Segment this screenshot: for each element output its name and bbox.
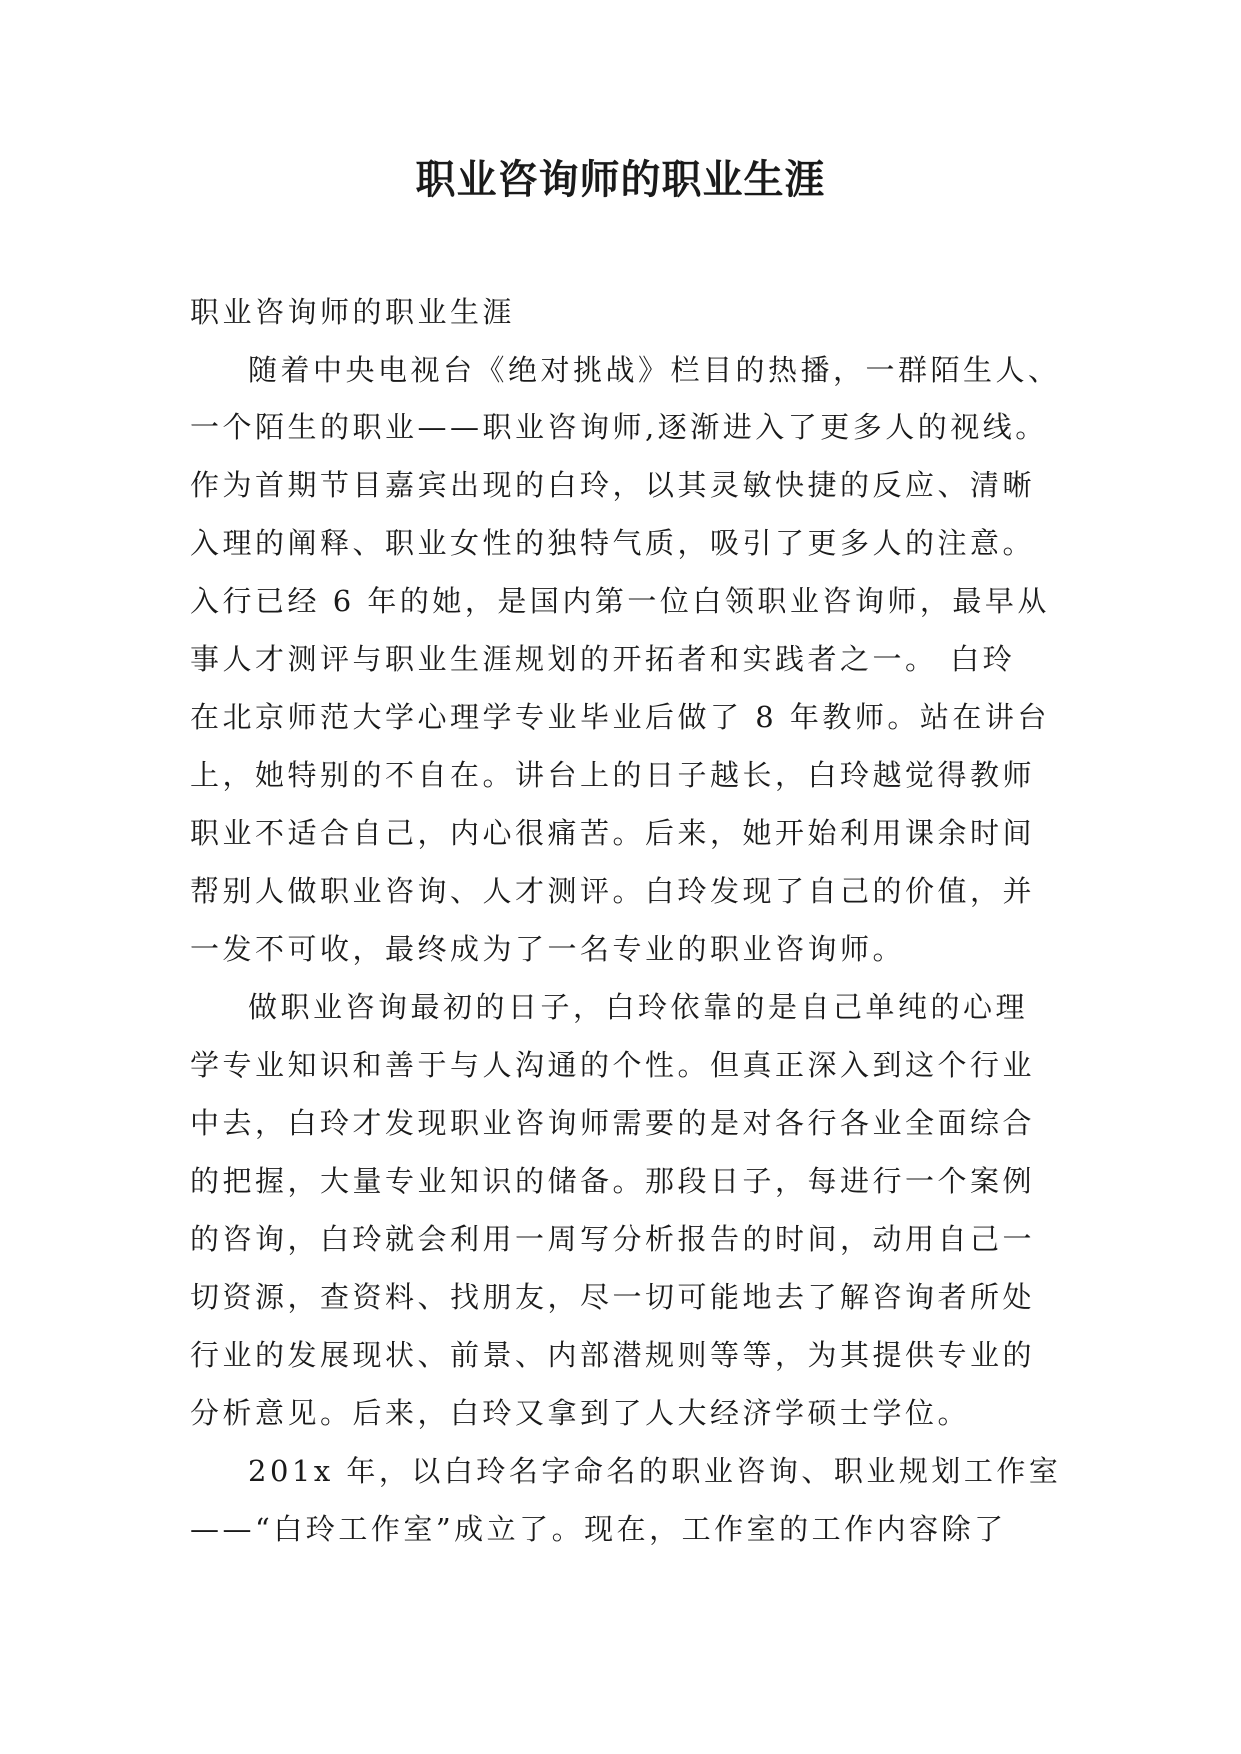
text-line: 职业咨询师的职业生涯 [190,295,516,329]
text-line: ——“白玲工作室”成立了。现在，工作室的工作内容除了 [190,1512,1007,1546]
text-line: 入行已经 6 年的她，是国内第一位白领职业咨询师，最早从 [190,584,1050,618]
text-line: 事人才测评与职业生涯规划的开拓者和实践者之一。 白玲 [190,642,1016,676]
text-line: 中去，白玲才发现职业咨询师需要的是对各行各业全面综合 [190,1106,1036,1140]
text-line: 切资源，查资料、找朋友，尽一切可能地去了解咨询者所处 [190,1280,1036,1314]
text-line: 201x 年，以白玲名字命名的职业咨询、职业规划工作室 [248,1454,1062,1488]
text-line: 入理的阐释、职业女性的独特气质，吸引了更多人的注意。 [190,526,1036,560]
text-line: 随着中央电视台《绝对挑战》栏目的热播，一群陌生人、 [248,353,1061,387]
text-line: 作为首期节目嘉宾出现的白玲，以其灵敏快捷的反应、清晰 [190,468,1036,502]
text-line: 行业的发展现状、前景、内部潜规则等等，为其提供专业的 [190,1338,1036,1372]
text-line: 在北京师范大学心理学专业毕业后做了 8 年教师。站在讲台 [190,700,1050,734]
text-line: 帮别人做职业咨询、人才测评。白玲发现了自己的价值，并 [190,874,1036,908]
text-line: 的咨询，白玲就会利用一周写分析报告的时间，动用自己一 [190,1222,1036,1256]
text-line: 一发不可收，最终成为了一名专业的职业咨询师。 [190,932,906,966]
text-line: 职业不适合自己，内心很痛苦。后来，她开始利用课余时间 [190,816,1036,850]
text-line: 上，她特别的不自在。讲台上的日子越长，白玲越觉得教师 [190,758,1036,792]
text-line: 的把握，大量专业知识的储备。那段日子，每进行一个案例 [190,1164,1036,1198]
text-line: 做职业咨询最初的日子，白玲依靠的是自己单纯的心理 [248,990,1029,1024]
text-line: 分析意见。后来，白玲又拿到了人大经济学硕士学位。 [190,1396,971,1430]
text-line: 学专业知识和善于与人沟通的个性。但真正深入到这个行业 [190,1048,1036,1082]
text-line: 一个陌生的职业——职业咨询师,逐渐进入了更多人的视线。 [190,410,1048,444]
document-title: 职业咨询师的职业生涯 [415,157,826,203]
